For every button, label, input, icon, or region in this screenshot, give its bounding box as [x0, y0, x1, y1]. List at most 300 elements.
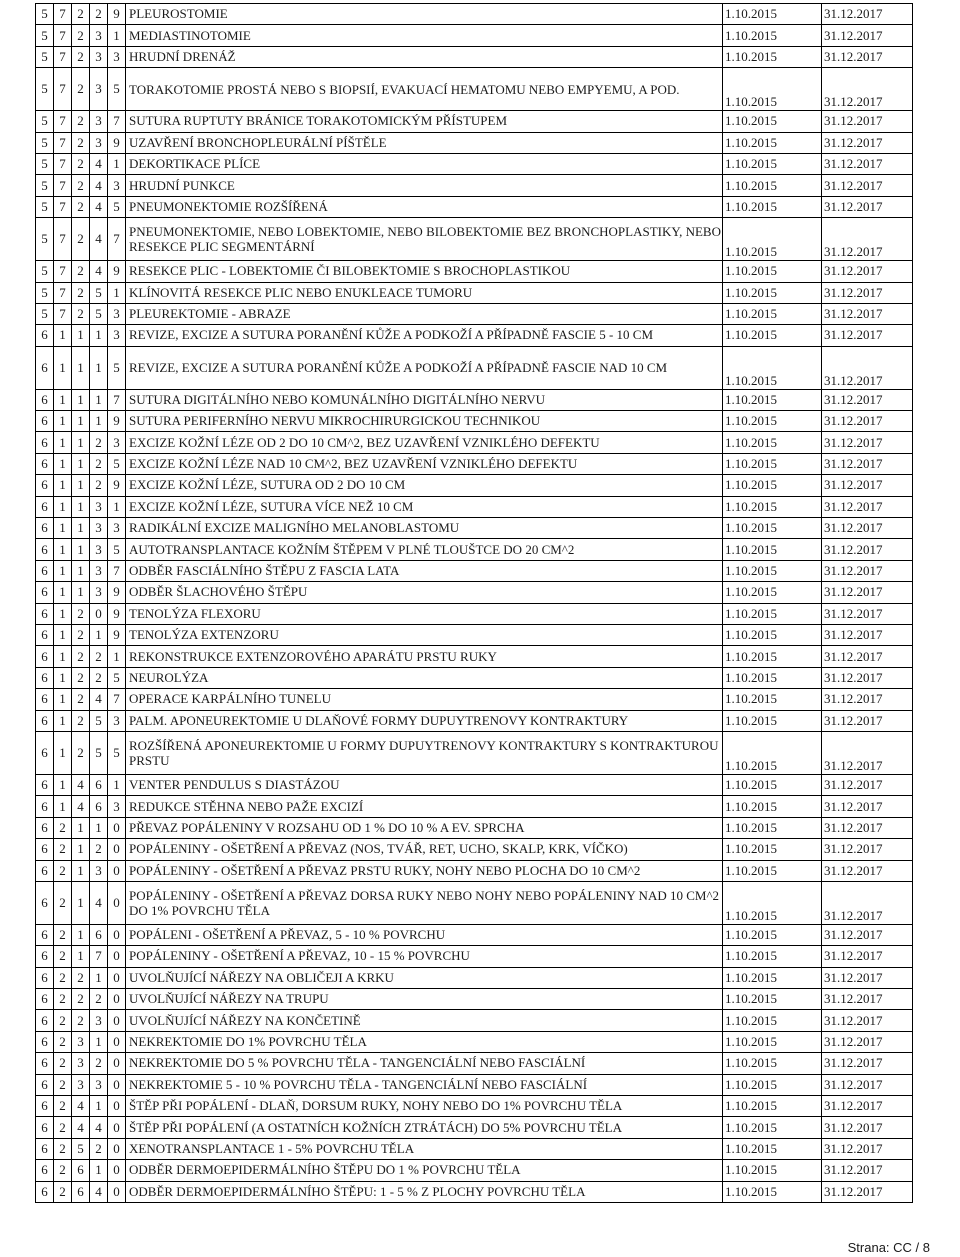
valid-from: 1.10.2015 — [723, 924, 822, 945]
valid-from: 1.10.2015 — [723, 582, 822, 603]
table-row — [36, 603, 913, 624]
procedure-name: POPÁLENINY - OŠETŘENÍ A PŘEVAZ PRSTU RUKY, NOHY NEBO PLOCHA DO 10 CM^2 — [126, 860, 723, 881]
code-digit: 6 — [36, 539, 54, 560]
table-row — [36, 1074, 913, 1095]
procedure-name: NEUROLÝZA — [126, 667, 723, 688]
code-digit: 1 — [90, 1096, 108, 1117]
valid-to: 31.12.2017 — [822, 1138, 913, 1159]
code-digit: 2 — [72, 46, 90, 67]
code-digit: 6 — [36, 689, 54, 710]
code-digit: 9 — [108, 624, 126, 645]
valid-from: 1.10.2015 — [723, 25, 822, 46]
procedure-name: SUTURA PERIFERNÍHO NERVU MIKROCHIRURGICKOU TECHNIKOU — [126, 411, 723, 432]
code-digit: 1 — [72, 582, 90, 603]
code-digit: 6 — [36, 860, 54, 881]
code-digit: 6 — [36, 1074, 54, 1095]
code-digit: 1 — [72, 389, 90, 410]
procedure-name: ŠTĚP PŘI POPÁLENÍ (A OSTATNÍCH KOŽNÍCH ZTRÁTÁCH) DO 5% POVRCHU TĚLA — [126, 1117, 723, 1138]
table-row — [36, 881, 913, 924]
valid-to: 31.12.2017 — [822, 196, 913, 217]
code-digit: 2 — [72, 196, 90, 217]
table-row — [36, 346, 913, 389]
code-digit: 2 — [72, 282, 90, 303]
table-row — [36, 1053, 913, 1074]
procedure-name: TENOLÝZA EXTENZORU — [126, 624, 723, 645]
table-row — [36, 432, 913, 453]
code-digit: 4 — [90, 196, 108, 217]
code-digit: 1 — [54, 539, 72, 560]
procedure-name: ODBĚR DERMOEPIDERMÁLNÍHO ŠTĚPU DO 1 % POVRCHU TĚLA — [126, 1160, 723, 1181]
table-body — [36, 4, 913, 1203]
code-digit: 4 — [90, 218, 108, 261]
procedure-name: POPÁLENINY - OŠETŘENÍ A PŘEVAZ DORSA RUKY NEBO NOHY NEBO POPÁLENINY NAD 10 CM^2 DO 1% POVRCHU TĚLA — [126, 881, 723, 924]
valid-from: 1.10.2015 — [723, 1053, 822, 1074]
code-digit: 6 — [72, 1181, 90, 1202]
code-digit: 4 — [90, 175, 108, 196]
code-digit: 1 — [72, 817, 90, 838]
valid-from: 1.10.2015 — [723, 624, 822, 645]
code-digit: 3 — [90, 560, 108, 581]
code-digit: 6 — [36, 346, 54, 389]
code-digit: 5 — [108, 539, 126, 560]
code-digit: 7 — [108, 560, 126, 581]
table-row — [36, 68, 913, 111]
valid-to: 31.12.2017 — [822, 1031, 913, 1052]
valid-to: 31.12.2017 — [822, 539, 913, 560]
code-digit: 5 — [72, 1138, 90, 1159]
code-digit: 2 — [90, 667, 108, 688]
table-row — [36, 1117, 913, 1138]
valid-to: 31.12.2017 — [822, 175, 913, 196]
procedure-name: REVIZE, EXCIZE A SUTURA PORANĚNÍ KŮŽE A PODKOŽÍ A PŘÍPADNĚ FASCIE 5 - 10 CM — [126, 325, 723, 346]
procedure-name: AUTOTRANSPLANTACE KOŽNÍM ŠTĚPEM V PLNÉ TLOUŠTCE DO 20 CM^2 — [126, 539, 723, 560]
valid-to: 31.12.2017 — [822, 839, 913, 860]
code-digit: 2 — [72, 646, 90, 667]
code-digit: 0 — [108, 1074, 126, 1095]
table-row — [36, 175, 913, 196]
code-digit: 1 — [90, 817, 108, 838]
code-digit: 2 — [72, 967, 90, 988]
procedure-name: MEDIASTINOTOMIE — [126, 25, 723, 46]
code-digit: 7 — [54, 68, 72, 111]
code-digit: 2 — [72, 603, 90, 624]
code-digit: 1 — [54, 496, 72, 517]
code-digit: 0 — [108, 967, 126, 988]
code-digit: 3 — [90, 860, 108, 881]
code-digit: 9 — [108, 603, 126, 624]
procedure-name: RESEKCE PLIC - LOBEKTOMIE ČI BILOBEKTOMIE S BROCHOPLASTIKOU — [126, 261, 723, 282]
valid-from: 1.10.2015 — [723, 1074, 822, 1095]
valid-to: 31.12.2017 — [822, 475, 913, 496]
code-digit: 1 — [54, 796, 72, 817]
code-digit: 6 — [36, 453, 54, 474]
code-digit: 7 — [54, 153, 72, 174]
code-digit: 7 — [54, 175, 72, 196]
code-digit: 2 — [72, 68, 90, 111]
code-digit: 7 — [108, 689, 126, 710]
code-digit: 7 — [54, 196, 72, 217]
code-digit: 5 — [36, 218, 54, 261]
valid-from: 1.10.2015 — [723, 667, 822, 688]
code-digit: 5 — [36, 175, 54, 196]
code-digit: 2 — [90, 1138, 108, 1159]
code-digit: 5 — [108, 68, 126, 111]
code-digit: 1 — [72, 496, 90, 517]
code-digit: 1 — [108, 282, 126, 303]
code-digit: 1 — [108, 25, 126, 46]
code-digit: 6 — [36, 710, 54, 731]
code-digit: 0 — [108, 1096, 126, 1117]
table-row — [36, 132, 913, 153]
valid-from: 1.10.2015 — [723, 881, 822, 924]
code-digit: 6 — [36, 518, 54, 539]
code-digit: 7 — [54, 282, 72, 303]
code-digit: 6 — [36, 1138, 54, 1159]
table-row — [36, 667, 913, 688]
procedure-name: ODBĚR DERMOEPIDERMÁLNÍHO ŠTĚPU: 1 - 5 % Z PLOCHY POVRCHU TĚLA — [126, 1181, 723, 1202]
valid-from: 1.10.2015 — [723, 989, 822, 1010]
code-digit: 7 — [54, 46, 72, 67]
procedure-name: ODBĚR ŠLACHOVÉHO ŠTĚPU — [126, 582, 723, 603]
code-digit: 6 — [36, 582, 54, 603]
code-digit: 2 — [54, 1160, 72, 1181]
code-digit: 1 — [90, 411, 108, 432]
code-digit: 6 — [36, 667, 54, 688]
valid-from: 1.10.2015 — [723, 1181, 822, 1202]
code-digit: 6 — [36, 389, 54, 410]
table-row — [36, 25, 913, 46]
code-digit: 3 — [90, 582, 108, 603]
procedure-name: UVOLŇUJÍCÍ NÁŘEZY NA OBLIČEJI A KRKU — [126, 967, 723, 988]
code-digit: 0 — [108, 1181, 126, 1202]
table-row — [36, 1010, 913, 1031]
valid-from: 1.10.2015 — [723, 1031, 822, 1052]
valid-from: 1.10.2015 — [723, 411, 822, 432]
code-digit: 0 — [108, 1117, 126, 1138]
table-row — [36, 153, 913, 174]
valid-from: 1.10.2015 — [723, 46, 822, 67]
code-digit: 2 — [54, 1117, 72, 1138]
procedure-name: OPERACE KARPÁLNÍHO TUNELU — [126, 689, 723, 710]
code-digit: 2 — [54, 881, 72, 924]
code-digit: 1 — [54, 582, 72, 603]
table-row — [36, 453, 913, 474]
code-digit: 3 — [90, 496, 108, 517]
code-digit: 2 — [54, 1074, 72, 1095]
procedure-name: TENOLÝZA FLEXORU — [126, 603, 723, 624]
code-digit: 0 — [108, 924, 126, 945]
table-row — [36, 839, 913, 860]
code-digit: 1 — [54, 453, 72, 474]
table-row — [36, 4, 913, 25]
code-digit: 2 — [72, 175, 90, 196]
procedure-name: UVOLŇUJÍCÍ NÁŘEZY NA TRUPU — [126, 989, 723, 1010]
code-digit: 6 — [36, 1053, 54, 1074]
valid-to: 31.12.2017 — [822, 1096, 913, 1117]
code-digit: 1 — [54, 411, 72, 432]
code-digit: 1 — [54, 667, 72, 688]
table-row — [36, 731, 913, 774]
code-digit: 1 — [72, 453, 90, 474]
code-digit: 5 — [108, 667, 126, 688]
valid-to: 31.12.2017 — [822, 1053, 913, 1074]
code-digit: 1 — [90, 1031, 108, 1052]
code-digit: 4 — [90, 261, 108, 282]
code-digit: 6 — [36, 839, 54, 860]
code-digit: 2 — [54, 860, 72, 881]
code-digit: 5 — [36, 111, 54, 132]
table-row — [36, 196, 913, 217]
valid-to: 31.12.2017 — [822, 303, 913, 324]
valid-to: 31.12.2017 — [822, 4, 913, 25]
valid-from: 1.10.2015 — [723, 261, 822, 282]
valid-from: 1.10.2015 — [723, 303, 822, 324]
code-digit: 9 — [108, 261, 126, 282]
procedure-name: HRUDNÍ PUNKCE — [126, 175, 723, 196]
page-footer: Strana: CC / 8 — [847, 1240, 930, 1255]
valid-from: 1.10.2015 — [723, 68, 822, 111]
procedure-name: UZAVŘENÍ BRONCHOPLEURÁLNÍ PÍŠTĚLE — [126, 132, 723, 153]
valid-from: 1.10.2015 — [723, 4, 822, 25]
code-digit: 3 — [90, 68, 108, 111]
procedure-name: POPÁLENINY - OŠETŘENÍ A PŘEVAZ (NOS, TVÁŘ, RET, UCHO, SKALP, KRK, VÍČKO) — [126, 839, 723, 860]
code-digit: 5 — [108, 731, 126, 774]
valid-to: 31.12.2017 — [822, 560, 913, 581]
code-digit: 1 — [90, 325, 108, 346]
code-digit: 1 — [54, 325, 72, 346]
code-digit: 6 — [36, 475, 54, 496]
code-digit: 2 — [72, 218, 90, 261]
code-digit: 2 — [72, 4, 90, 25]
table-row — [36, 582, 913, 603]
procedure-name: ROZŠÍŘENÁ APONEUREKTOMIE U FORMY DUPUYTRENOVY KONTRAKTURY S KONTRAKTUROU PRSTU — [126, 731, 723, 774]
code-digit: 2 — [54, 989, 72, 1010]
valid-from: 1.10.2015 — [723, 603, 822, 624]
code-digit: 4 — [72, 1096, 90, 1117]
valid-from: 1.10.2015 — [723, 1010, 822, 1031]
code-digit: 5 — [36, 261, 54, 282]
procedure-name: PNEUMONEKTOMIE ROZŠÍŘENÁ — [126, 196, 723, 217]
code-digit: 6 — [36, 731, 54, 774]
code-digit: 3 — [90, 111, 108, 132]
procedure-code-table — [35, 3, 913, 1203]
procedure-name: SUTURA RUPTUTY BRÁNICE TORAKOTOMICKÝM PŘÍSTUPEM — [126, 111, 723, 132]
code-digit: 0 — [108, 839, 126, 860]
valid-from: 1.10.2015 — [723, 560, 822, 581]
valid-to: 31.12.2017 — [822, 817, 913, 838]
procedure-name: EXCIZE KOŽNÍ LÉZE NAD 10 CM^2, BEZ UZAVŘENÍ VZNIKLÉHO DEFEKTU — [126, 453, 723, 474]
code-digit: 1 — [108, 646, 126, 667]
valid-to: 31.12.2017 — [822, 1181, 913, 1202]
procedure-name: PALM. APONEUREKTOMIE U DLAŇOVÉ FORMY DUPUYTRENOVY KONTRAKTURY — [126, 710, 723, 731]
code-digit: 3 — [108, 303, 126, 324]
procedure-name: EXCIZE KOŽNÍ LÉZE, SUTURA VÍCE NEŽ 10 CM — [126, 496, 723, 517]
code-digit: 7 — [90, 946, 108, 967]
code-digit: 3 — [108, 796, 126, 817]
valid-from: 1.10.2015 — [723, 389, 822, 410]
code-digit: 2 — [90, 4, 108, 25]
table-row — [36, 796, 913, 817]
code-digit: 6 — [36, 1096, 54, 1117]
procedure-name: PŘEVAZ POPÁLENINY V ROZSAHU OD 1 % DO 10 % A EV. SPRCHA — [126, 817, 723, 838]
code-digit: 2 — [54, 967, 72, 988]
table-row — [36, 411, 913, 432]
valid-to: 31.12.2017 — [822, 774, 913, 795]
valid-to: 31.12.2017 — [822, 153, 913, 174]
valid-to: 31.12.2017 — [822, 689, 913, 710]
code-digit: 6 — [90, 924, 108, 945]
code-digit: 4 — [90, 881, 108, 924]
code-digit: 1 — [72, 539, 90, 560]
valid-from: 1.10.2015 — [723, 839, 822, 860]
code-digit: 6 — [36, 967, 54, 988]
code-digit: 1 — [54, 689, 72, 710]
code-digit: 7 — [54, 303, 72, 324]
code-digit: 2 — [54, 1181, 72, 1202]
code-digit: 3 — [108, 325, 126, 346]
code-digit: 9 — [108, 582, 126, 603]
code-digit: 9 — [108, 411, 126, 432]
code-digit: 2 — [72, 624, 90, 645]
valid-from: 1.10.2015 — [723, 1138, 822, 1159]
code-digit: 6 — [36, 1010, 54, 1031]
code-digit: 6 — [36, 432, 54, 453]
code-digit: 1 — [90, 346, 108, 389]
table-row — [36, 1096, 913, 1117]
code-digit: 1 — [108, 496, 126, 517]
procedure-name: NEKREKTOMIE DO 1% POVRCHU TĚLA — [126, 1031, 723, 1052]
code-digit: 0 — [108, 989, 126, 1010]
valid-to: 31.12.2017 — [822, 881, 913, 924]
code-digit: 6 — [36, 411, 54, 432]
valid-to: 31.12.2017 — [822, 432, 913, 453]
code-digit: 2 — [90, 839, 108, 860]
code-digit: 6 — [36, 646, 54, 667]
table-row — [36, 689, 913, 710]
code-digit: 5 — [36, 25, 54, 46]
procedure-name: REKONSTRUKCE EXTENZOROVÉHO APARÁTU PRSTU RUKY — [126, 646, 723, 667]
code-digit: 3 — [108, 432, 126, 453]
code-digit: 5 — [108, 453, 126, 474]
procedure-name: UVOLŇUJÍCÍ NÁŘEZY NA KONČETINĚ — [126, 1010, 723, 1031]
table-row — [36, 967, 913, 988]
code-digit: 5 — [36, 4, 54, 25]
valid-to: 31.12.2017 — [822, 25, 913, 46]
code-digit: 2 — [72, 1010, 90, 1031]
valid-to: 31.12.2017 — [822, 624, 913, 645]
valid-to: 31.12.2017 — [822, 282, 913, 303]
code-digit: 4 — [72, 774, 90, 795]
code-digit: 1 — [90, 1160, 108, 1181]
procedure-name: REDUKCE STĚHNA NEBO PAŽE EXCIZÍ — [126, 796, 723, 817]
code-digit: 2 — [54, 839, 72, 860]
code-digit: 7 — [108, 111, 126, 132]
table-row — [36, 624, 913, 645]
code-digit: 3 — [108, 46, 126, 67]
code-digit: 1 — [54, 603, 72, 624]
code-digit: 5 — [36, 153, 54, 174]
code-digit: 3 — [90, 1074, 108, 1095]
table-row — [36, 817, 913, 838]
valid-from: 1.10.2015 — [723, 860, 822, 881]
code-digit: 1 — [72, 881, 90, 924]
code-digit: 2 — [90, 989, 108, 1010]
table-row — [36, 325, 913, 346]
code-digit: 3 — [72, 1031, 90, 1052]
valid-from: 1.10.2015 — [723, 946, 822, 967]
valid-to: 31.12.2017 — [822, 389, 913, 410]
code-digit: 4 — [90, 1117, 108, 1138]
code-digit: 1 — [54, 710, 72, 731]
code-digit: 0 — [108, 1031, 126, 1052]
code-digit: 2 — [90, 432, 108, 453]
code-digit: 6 — [72, 1160, 90, 1181]
valid-from: 1.10.2015 — [723, 496, 822, 517]
code-digit: 2 — [90, 475, 108, 496]
code-digit: 0 — [108, 1053, 126, 1074]
code-digit: 1 — [72, 518, 90, 539]
code-digit: 6 — [36, 603, 54, 624]
code-digit: 9 — [108, 475, 126, 496]
valid-from: 1.10.2015 — [723, 817, 822, 838]
procedure-name: TORAKOTOMIE PROSTÁ NEBO S BIOPSIÍ, EVAKUACÍ HEMATOMU NEBO EMPYEMU, A POD. — [126, 68, 723, 111]
code-digit: 1 — [90, 624, 108, 645]
code-digit: 4 — [72, 796, 90, 817]
procedure-name: NEKREKTOMIE 5 - 10 % POVRCHU TĚLA - TANGENCIÁLNÍ NEBO FASCIÁLNÍ — [126, 1074, 723, 1095]
code-digit: 3 — [90, 539, 108, 560]
code-digit: 3 — [90, 25, 108, 46]
procedure-name: ŠTĚP PŘI POPÁLENÍ - DLAŇ, DORSUM RUKY, NOHY NEBO DO 1% POVRCHU TĚLA — [126, 1096, 723, 1117]
valid-to: 31.12.2017 — [822, 582, 913, 603]
code-digit: 1 — [54, 518, 72, 539]
table-row — [36, 710, 913, 731]
code-digit: 0 — [108, 1160, 126, 1181]
valid-from: 1.10.2015 — [723, 153, 822, 174]
procedure-name: HRUDNÍ DRENÁŽ — [126, 46, 723, 67]
code-digit: 5 — [36, 303, 54, 324]
valid-from: 1.10.2015 — [723, 111, 822, 132]
code-digit: 2 — [54, 1138, 72, 1159]
valid-to: 31.12.2017 — [822, 46, 913, 67]
code-digit: 6 — [36, 796, 54, 817]
valid-from: 1.10.2015 — [723, 774, 822, 795]
code-digit: 2 — [54, 817, 72, 838]
table-row — [36, 496, 913, 517]
procedure-name: PNEUMONEKTOMIE, NEBO LOBEKTOMIE, NEBO BILOBEKTOMIE BEZ BRONCHOPLASTIKY, NEBO RESEKCE PLIC SEGMENTÁRNÍ — [126, 218, 723, 261]
code-digit: 5 — [90, 282, 108, 303]
code-digit: 7 — [54, 25, 72, 46]
code-digit: 0 — [108, 946, 126, 967]
valid-to: 31.12.2017 — [822, 989, 913, 1010]
code-digit: 7 — [54, 132, 72, 153]
valid-to: 31.12.2017 — [822, 261, 913, 282]
procedure-name: PLEUREKTOMIE - ABRAZE — [126, 303, 723, 324]
procedure-name: EXCIZE KOŽNÍ LÉZE OD 2 DO 10 CM^2, BEZ UZAVŘENÍ VZNIKLÉHO DEFEKTU — [126, 432, 723, 453]
valid-from: 1.10.2015 — [723, 325, 822, 346]
code-digit: 1 — [90, 389, 108, 410]
table-row — [36, 1031, 913, 1052]
code-digit: 1 — [72, 475, 90, 496]
valid-to: 31.12.2017 — [822, 924, 913, 945]
table-row — [36, 646, 913, 667]
code-digit: 1 — [54, 432, 72, 453]
valid-from: 1.10.2015 — [723, 196, 822, 217]
valid-to: 31.12.2017 — [822, 667, 913, 688]
code-digit: 0 — [108, 1138, 126, 1159]
code-digit: 6 — [36, 946, 54, 967]
procedure-name: POPÁLENI - OŠETŘENÍ A PŘEVAZ, 5 - 10 % POVRCHU — [126, 924, 723, 945]
code-digit: 4 — [90, 1181, 108, 1202]
